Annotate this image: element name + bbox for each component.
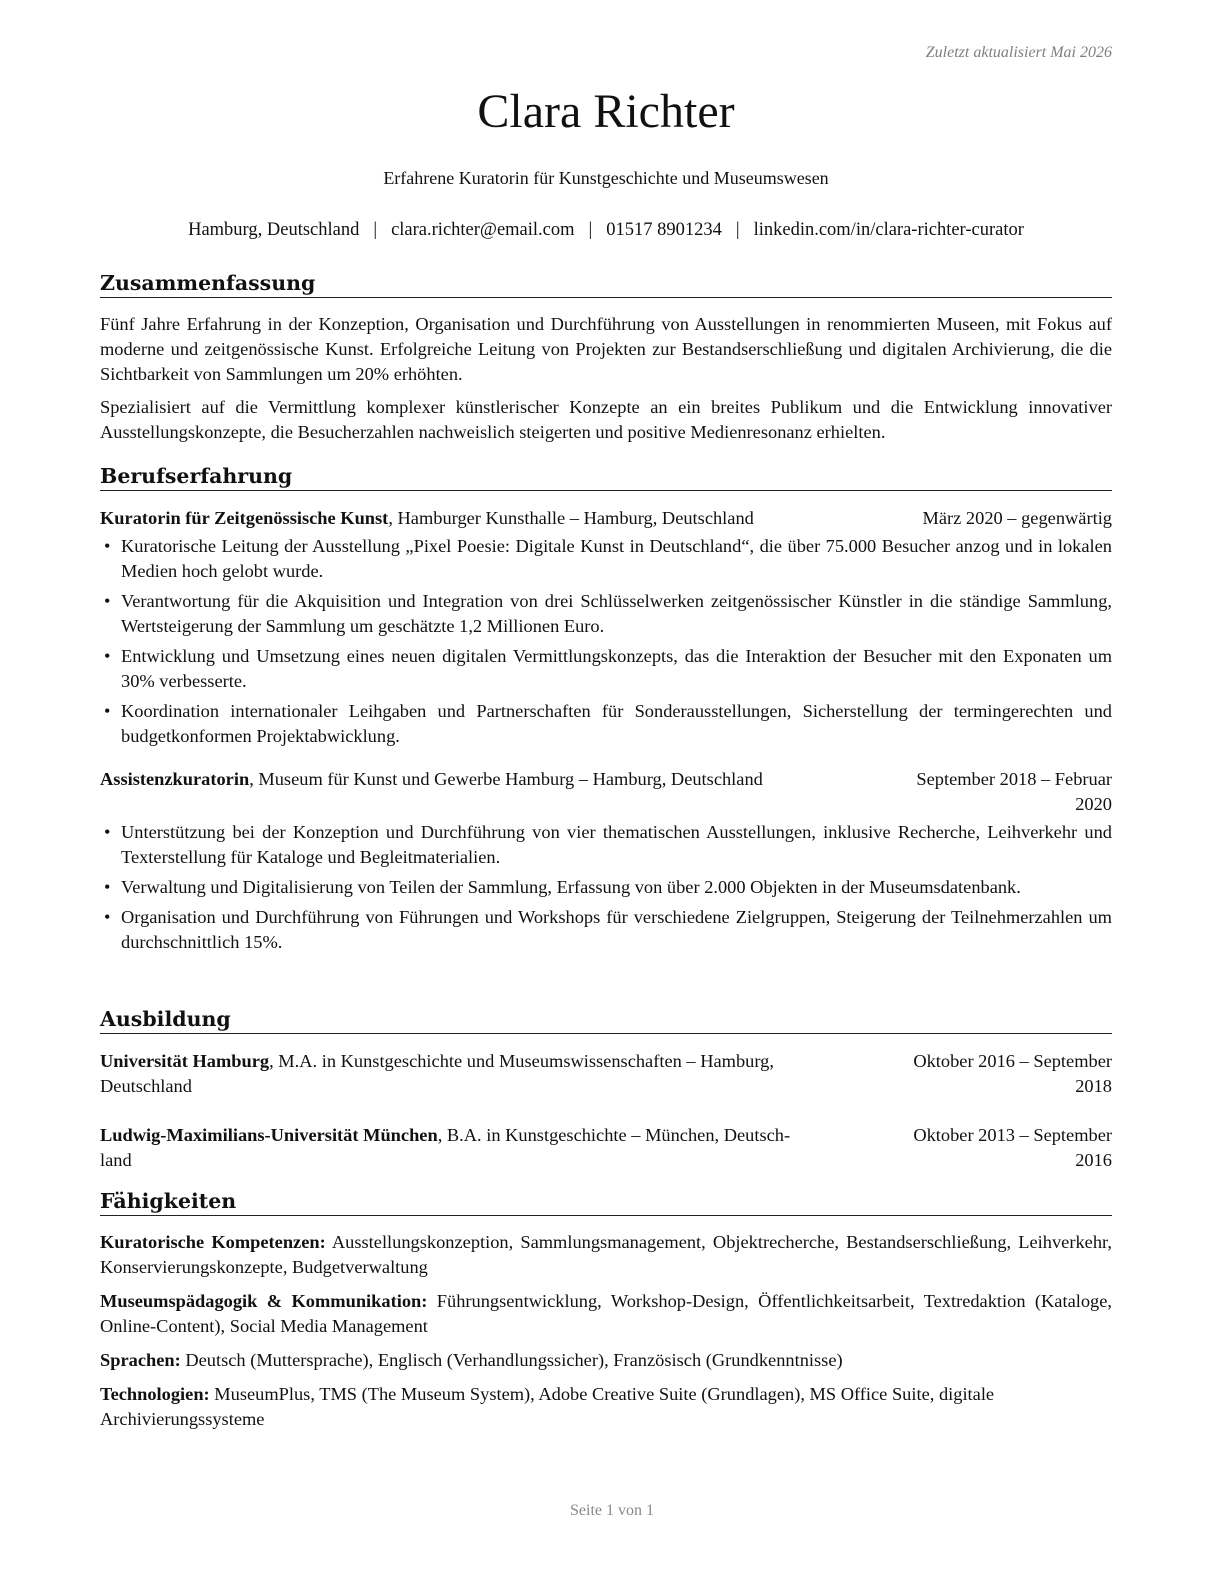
job-bullet: • Entwicklung und Umsetzung eines neuen digitalen Vermittlungskonzepts, das die Interaktion der Besucher mit den Exponaten um 30% verbesserte. (100, 644, 1112, 694)
job-header (100, 506, 1112, 531)
skill-item: Kuratorische Kompetenzen: Ausstellungskonzeption, Sammlungsmanagement, Objektrecherche, Bestandserschließung, Leihverkehr, Konservierungskonzepte, Budgetverwaltung (100, 1232, 1112, 1277)
job-role: Kuratorin für Zeitgenössische Kunst (100, 508, 389, 528)
education-detail: land (100, 1150, 132, 1170)
contact-email[interactable]: clara.richter@email.com (391, 220, 575, 240)
experience-title: Berufserfahrung (100, 463, 1112, 491)
education-detail: , B.A. in Kunstgeschichte – München, Deutsch- (437, 1125, 791, 1145)
headline: Erfahrene Kuratorin für Kunstgeschichte und Museumswesen (383, 168, 829, 188)
contact-separator: | (735, 220, 740, 240)
education-dates: Oktober 2013 – September 2016 (913, 1125, 1112, 1170)
job-bullet: • Organisation und Durchführung von Führungen und Workshops für verschiedene Zielgruppen, Steigerung der Teilnehmerzahlen um durchschnittlich 15%. (100, 905, 1112, 955)
job-bullet: • Unterstützung bei der Konzeption und Durchführung von vier thematischen Ausstellungen, inklusive Recherche, Leihverkehr und Texterstellung für Kataloge und Begleitmaterialien. (100, 820, 1112, 870)
education-detail: , M.A. in Kunstgeschichte und Museumswissenschaften – Hamburg, (269, 1051, 774, 1071)
job-org: , Museum für Kunst und Gewerbe Hamburg – Hamburg, Deutschland (249, 769, 763, 789)
experience-section (100, 463, 1112, 960)
contact-linkedin[interactable]: linkedin.com/in/clara-richter-curator (753, 220, 1024, 240)
contact-line (100, 220, 1112, 241)
contact-separator: | (588, 220, 593, 240)
job-bullet: • Koordination internationaler Leihgaben und Partnerschaften für Sonderausstellungen, Sicherstellung der termingerechten und budgetkonformen Projektabwicklung. (100, 699, 1112, 749)
job-bullet: • Kuratorische Leitung der Ausstellung „Pixel Poesie: Digitale Kunst in Deutschland“, die über 75.000 Besucher anzog und in lokalen Medien hoch gelobt wurde. (100, 534, 1112, 584)
education-section (100, 1006, 1112, 1173)
education-item (100, 1049, 1112, 1099)
education-dates: Oktober 2016 – September 2018 (913, 1051, 1112, 1096)
contact-phone: 01517 8901234 (606, 220, 722, 240)
education-school: Ludwig-Maximilians-Universität München (100, 1125, 438, 1145)
job-bullets (100, 534, 1112, 749)
skill-item: Technologien: MuseumPlus, TMS (The Museum System), Adobe Creative Suite (Grundlagen), MS Office Suite, digitale Archivierungssysteme (100, 1384, 995, 1429)
education-title: Ausbildung (100, 1006, 1112, 1034)
skill-item: Museumspädagogik & Kommunikation: Führungsentwicklung, Workshop-Design, Öffentlichkeitsarbeit, Textredaktion (Kataloge, Online-Content), Social Media Management (100, 1291, 1113, 1336)
job-dates: September 2018 – Februar 2020 (916, 769, 1112, 814)
skills-title: Fähigkeiten (100, 1188, 1112, 1216)
contact-separator: | (373, 220, 378, 240)
page-footer: Seite 1 von 1 (570, 1502, 654, 1519)
summary-section (100, 270, 1112, 445)
skills-section (100, 1188, 1112, 1432)
education-detail: Deutschland (100, 1076, 192, 1096)
candidate-name: Clara Richter (477, 85, 735, 138)
contact-location: Hamburg, Deutschland (188, 220, 360, 240)
job-header (100, 767, 1112, 817)
job-role: Assistenzkuratorin (100, 769, 250, 789)
resume-page (100, 0, 1112, 1584)
job-org: , Hamburger Kunsthalle – Hamburg, Deutschland (388, 508, 754, 528)
job-bullets (100, 820, 1112, 955)
summary-title: Zusammenfassung (100, 270, 1112, 298)
job-bullet: • Verantwortung für die Akquisition und Integration von drei Schlüsselwerken zeitgenössischer Künstler in die ständige Sammlung, Wertsteigerung der Sammlung um geschätzte 1,2 Millionen Euro. (100, 589, 1112, 639)
summary-paragraph: Fünf Jahre Erfahrung in der Konzeption, Organisation und Durchführung von Ausstellungen in renommierten Museen, mit Fokus auf moderne und zeitgenössische Kunst. Erfolgreiche Leitung von Projekten zur Bestandserschließung und digitalen Archivierung, die die Sichtbarkeit von Sammlungen um 20% erhöhten. (100, 314, 1112, 384)
job-dates: März 2020 – gegenwärtig (922, 508, 1112, 528)
education-item (100, 1123, 1112, 1173)
summary-paragraph: Spezialisiert auf die Vermittlung komplexer künstlerischer Konzepte an ein breites Publikum und die Entwicklung innovativer Ausstellungskonzepte, die Besucherzahlen nachweislich steigerten und positive Medienresonanz erhielten. (100, 397, 1112, 442)
skill-item: Sprachen: Deutsch (Muttersprache), Englisch (Verhandlungssicher), Französisch (Grundkenntnisse) (100, 1350, 843, 1370)
last-updated: Zuletzt aktualisiert Mai 2026 (925, 44, 1112, 61)
education-school: Universität Hamburg (100, 1051, 270, 1071)
job-bullet: • Verwaltung und Digitalisierung von Teilen der Sammlung, Erfassung von über 2.000 Objekten in der Museumsdatenbank. (100, 875, 1112, 900)
